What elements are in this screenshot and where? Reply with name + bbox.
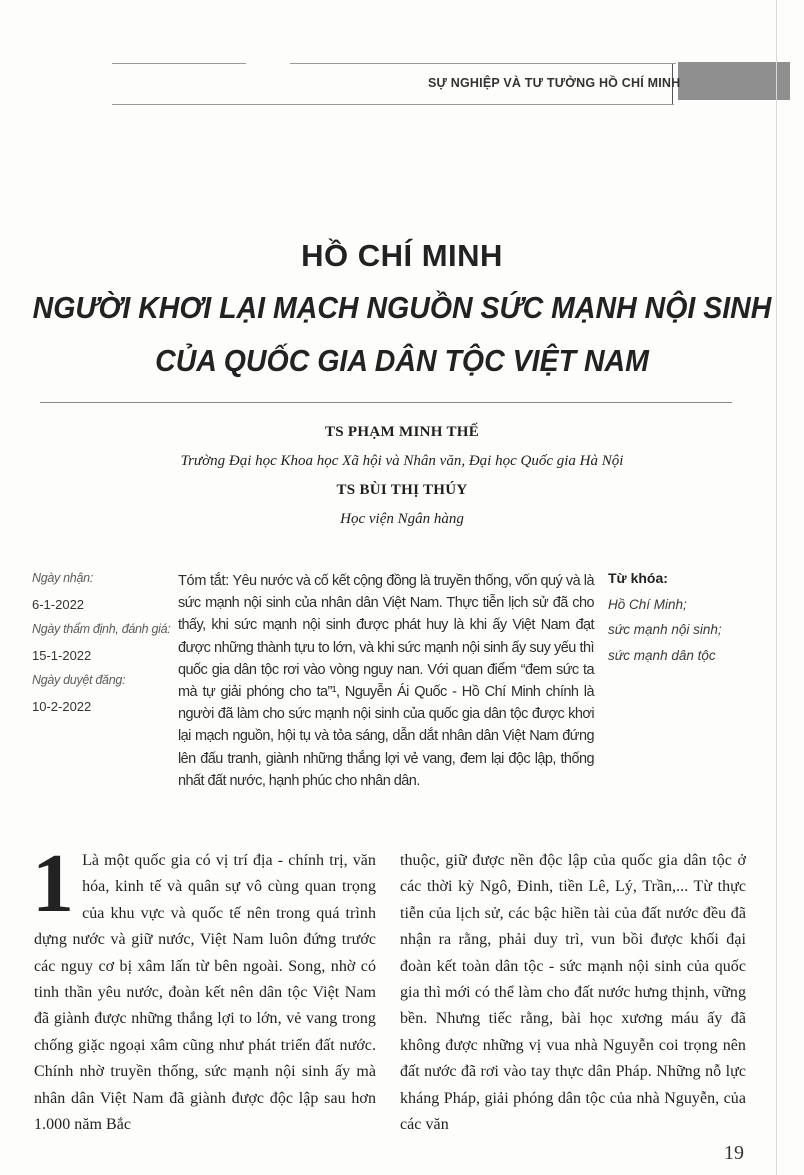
abstract-text: Yêu nước và cố kết cộng đồng là truyền thống, vốn quý và là sức mạnh nội sinh của nhân dân Việt Nam. Thực tiễn lịch sử đã cho thấy, khi sức mạnh nội sinh được phát huy là khi ấy Việt Nam đạt được những thành tựu to lớn, và khi sức mạnh nội sinh ấy suy yếu thì quốc gia dân tộc rơi vào vòng nguy nan. Với quan điểm “đem sức ta mà tự giải phóng cho ta”¹, Nguyễn Ái Quốc - Hồ Chí Minh chính là người đã làm cho sức mạnh nội sinh của quốc gia dân tộc được khơi lại mạch nguồn, hội tụ và tỏa sáng, dẫn dắt nhân dân Việt Nam đứng lên đấu tranh, giành những thắng lợi vẻ vang, đem lại độc lập, thống nhất đất nước, hạnh phúc cho nhân dân.	[178, 573, 594, 789]
header-rule-mid	[290, 63, 676, 64]
drop-cap: 1	[32, 837, 75, 930]
header-rule-top	[112, 63, 246, 64]
keywords-label: Từ khóa:	[608, 570, 668, 586]
reviewed-label: Ngày thẩm định, đánh giá:	[32, 622, 171, 636]
header-gray-block	[678, 62, 790, 100]
section-label: SỰ NGHIỆP VÀ TƯ TƯỞNG HỒ CHÍ MINH	[428, 76, 681, 90]
abstract	[178, 570, 594, 792]
author-1-name: TS PHẠM MINH THẾ	[324, 424, 480, 440]
keyword-item: sức mạnh nội sinh;	[608, 622, 722, 637]
received-label: Ngày nhận:	[32, 571, 93, 585]
keyword-item: Hồ Chí Minh;	[608, 597, 687, 612]
abstract-label: Tóm tắt:	[178, 573, 229, 589]
author-2-affiliation: Học viện Ngân hàng	[340, 511, 464, 527]
page-edge	[776, 0, 777, 1175]
title-divider	[40, 402, 732, 403]
received-date: 6-1-2022	[32, 597, 85, 612]
author-1-affiliation: Trường Đại học Khoa học Xã hội và Nhân văn, Đại học Quốc gia Hà Nội	[180, 453, 624, 469]
keyword-item: sức mạnh dân tộc	[608, 648, 716, 663]
body-column-1-text: Là một quốc gia có vị trí địa - chính trị, văn hóa, kinh tế và quân sự vô cùng quan trọng của khu vực và quốc tế nên trong quá trình dựng nước và giữ nước, Việt Nam luôn đứng trước các nguy cơ bị xâm lấn từ bên ngoài. Song, nhờ có tinh thần yêu nước, đoàn kết nên dân tộc Việt Nam đã giành được những thắng lợi to lớn, vẻ vang trong chống giặc ngoại xâm cũng như phát triển đất nước. Chính nhờ truyền thống, sức mạnh nội sinh ấy mà nhân dân Việt Nam đã giành được độc lập sau hơn 1.000 năm Bắc	[34, 852, 376, 1134]
article-title-line-2: NGƯỜI KHƠI LẠI MẠCH NGUỒN SỨC MẠNH NỘI SINH	[32, 290, 772, 325]
page-number: 19	[724, 1142, 744, 1164]
article-title-line-1: HỒ CHÍ MINH	[301, 238, 503, 273]
approved-label: Ngày duyệt đăng:	[32, 673, 126, 687]
header-rule-bottom	[112, 104, 674, 105]
body-column-1	[32, 837, 376, 1138]
body-column-2-text: thuộc, giữ được nền độc lập của quốc gia dân tộc ở các thời kỳ Ngô, Đinh, tiền Lê, Lý, Trần,... Từ thực tiễn của lịch sử, các bậc hiền tài của đất nước đều đã nhận ra rằng, phải duy trì, vun bồi được khối đại đoàn kết toàn dân tộc - sức mạnh nội sinh của quốc gia thì mới có thể làm cho đất nước hưng thịnh, vững bền. Nhưng tiếc rằng, bài học xương máu ấy đã không được những vị vua nhà Nguyễn coi trọng nên đất nước đã rơi vào tay thực dân Pháp. Những nỗ lực kháng Pháp, giải phóng dân tộc của nhà Nguyễn, của các văn	[400, 852, 746, 1134]
author-2-name: TS BÙI THỊ THÚY	[336, 482, 468, 498]
article-title-line-3: CỦA QUỐC GIA DÂN TỘC VIỆT NAM	[155, 343, 649, 378]
approved-date: 10-2-2022	[32, 699, 92, 714]
reviewed-date: 15-1-2022	[32, 648, 92, 663]
body-column-2	[400, 848, 746, 1138]
